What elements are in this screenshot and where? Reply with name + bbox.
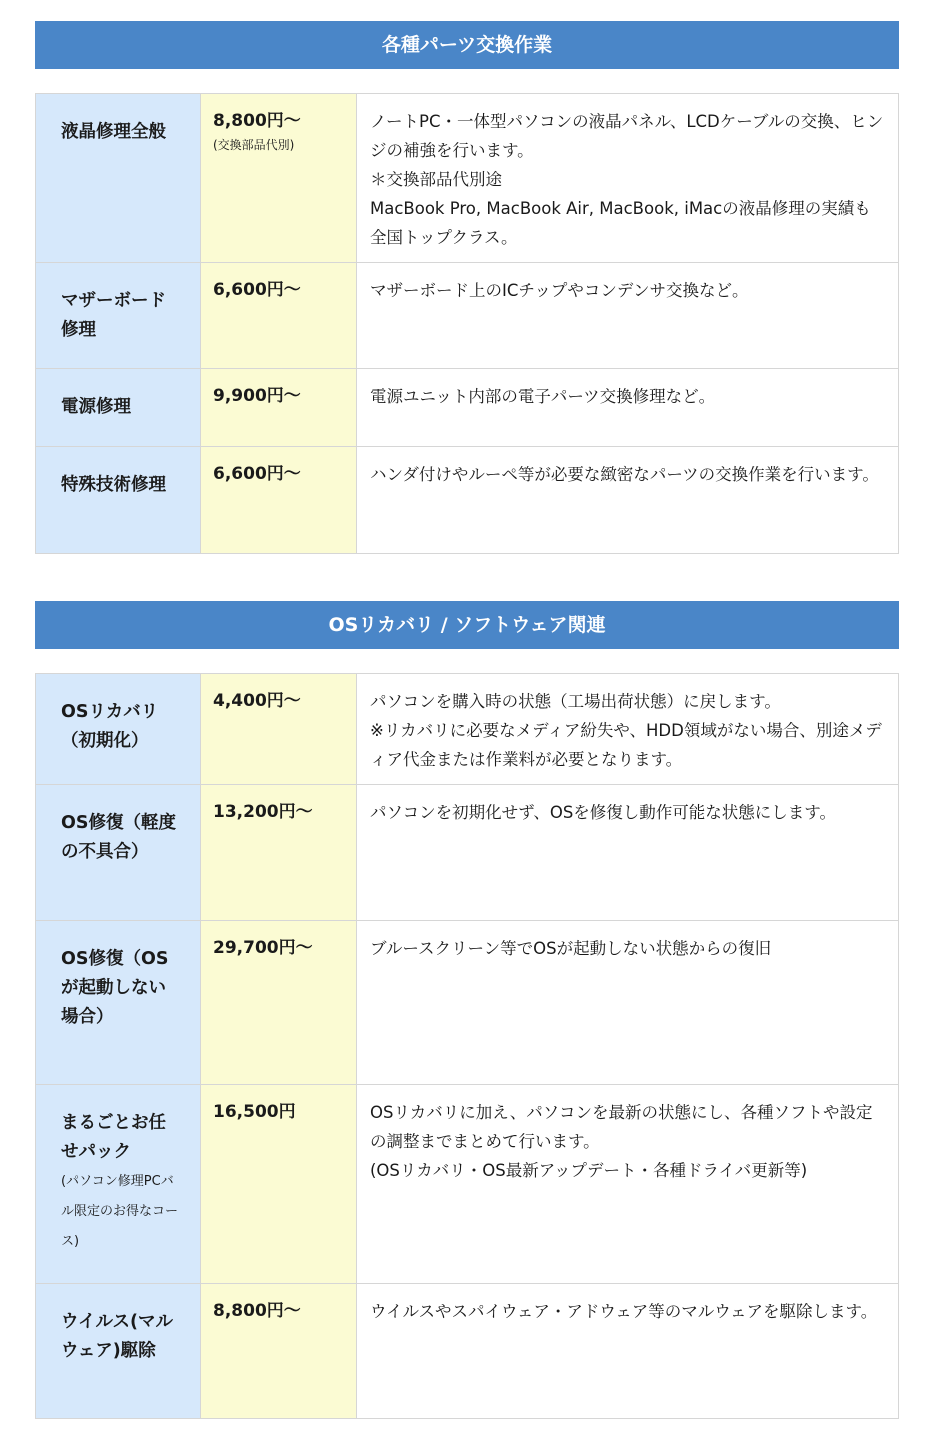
table-row	[36, 263, 899, 369]
description-cell	[357, 1085, 899, 1284]
os-price-table	[35, 673, 899, 1419]
table-row	[36, 785, 899, 921]
price-cell	[201, 1085, 357, 1284]
service-name: ウイルス(マルウェア)駆除	[61, 1312, 173, 1361]
description: 電源ユニット内部の電子パーツ交換修理など。	[370, 387, 716, 406]
price: 8,800円〜	[213, 111, 301, 131]
description: ウイルスやスパイウェア・アドウェア等のマルウェアを駆除します。	[370, 1302, 878, 1321]
price-cell	[201, 263, 357, 369]
price: 29,700円〜	[213, 938, 313, 958]
service-name-cell	[36, 263, 201, 369]
service-name-note: (パソコン修理PCバル限定のお得なコース)	[61, 1174, 179, 1249]
service-name-cell	[36, 447, 201, 554]
description-cell	[357, 785, 899, 921]
table-row	[36, 369, 899, 447]
service-name: OS修復（OSが起動しない場合）	[61, 949, 169, 1027]
service-name-cell	[36, 921, 201, 1085]
description: パソコンを購入時の状態（工場出荷状態）に戻します。 ※リカバリに必要なメディア紛失や、HDD領域がない場合、別途メディア代金または作業料が必要となります。	[370, 692, 882, 769]
service-name-cell	[36, 369, 201, 447]
service-name: OSリカバリ（初期化）	[61, 702, 159, 751]
service-name-cell	[36, 1284, 201, 1419]
service-name: 特殊技術修理	[61, 475, 166, 495]
description: パソコンを初期化せず、OSを修復し動作可能な状態にします。	[370, 803, 836, 822]
description: ハンダ付けやルーペ等が必要な緻密なパーツの交換作業を行います。	[370, 465, 879, 484]
service-name-cell	[36, 674, 201, 785]
description-cell	[357, 1284, 899, 1419]
price: 6,600円〜	[213, 280, 301, 300]
description-cell	[357, 447, 899, 554]
table-row	[36, 674, 899, 785]
table-row	[36, 94, 899, 263]
section-title-os: OSリカバリ / ソフトウェア関連	[35, 601, 899, 649]
service-name: 液晶修理全般	[61, 122, 166, 142]
table-row	[36, 1284, 899, 1419]
service-name: まるごとお任せパック	[61, 1113, 166, 1162]
description: ブルースクリーン等でOSが起動しない状態からの復旧	[370, 939, 772, 958]
price-cell	[201, 1284, 357, 1419]
service-name: 電源修理	[61, 397, 131, 417]
description-cell	[357, 94, 899, 263]
table-row	[36, 921, 899, 1085]
price-cell	[201, 674, 357, 785]
description: マザーボード上のICチップやコンデンサ交換など。	[370, 281, 749, 300]
price-cell	[201, 785, 357, 921]
description-cell	[357, 921, 899, 1085]
table-row	[36, 447, 899, 554]
service-name: マザーボード修理	[61, 291, 166, 340]
description: ノートPC・一体型パソコンの液晶パネル、LCDケーブルの交換、ヒンジの補強を行います。 ＊交換部品代別途 MacBook Pro, MacBook Air, MacBook, iMacの液晶修理の実績も全国トップクラス。	[370, 112, 884, 247]
price: 8,800円〜	[213, 1301, 301, 1321]
price: 9,900円〜	[213, 386, 301, 406]
price: 6,600円〜	[213, 464, 301, 484]
section-title-parts: 各種パーツ交換作業	[35, 21, 899, 69]
description: OSリカバリに加え、パソコンを最新の状態にし、各種ソフトや設定の調整までまとめて行います。 (OSリカバリ・OS最新アップデート・各種ドライバ更新等)	[370, 1103, 873, 1180]
description-cell	[357, 674, 899, 785]
table-row	[36, 1085, 899, 1284]
description-cell	[357, 263, 899, 369]
description-cell	[357, 369, 899, 447]
service-name: OS修復（軽度の不具合）	[61, 813, 176, 862]
price: 13,200円〜	[213, 802, 313, 822]
price: 16,500円	[213, 1102, 296, 1122]
service-name-cell	[36, 94, 201, 263]
parts-price-table	[35, 93, 899, 554]
price-cell	[201, 921, 357, 1085]
service-name-cell	[36, 1085, 201, 1284]
price-note: (交換部品代別)	[213, 138, 295, 152]
price-cell	[201, 447, 357, 554]
price-cell	[201, 369, 357, 447]
price: 4,400円〜	[213, 691, 301, 711]
price-cell	[201, 94, 357, 263]
service-name-cell	[36, 785, 201, 921]
